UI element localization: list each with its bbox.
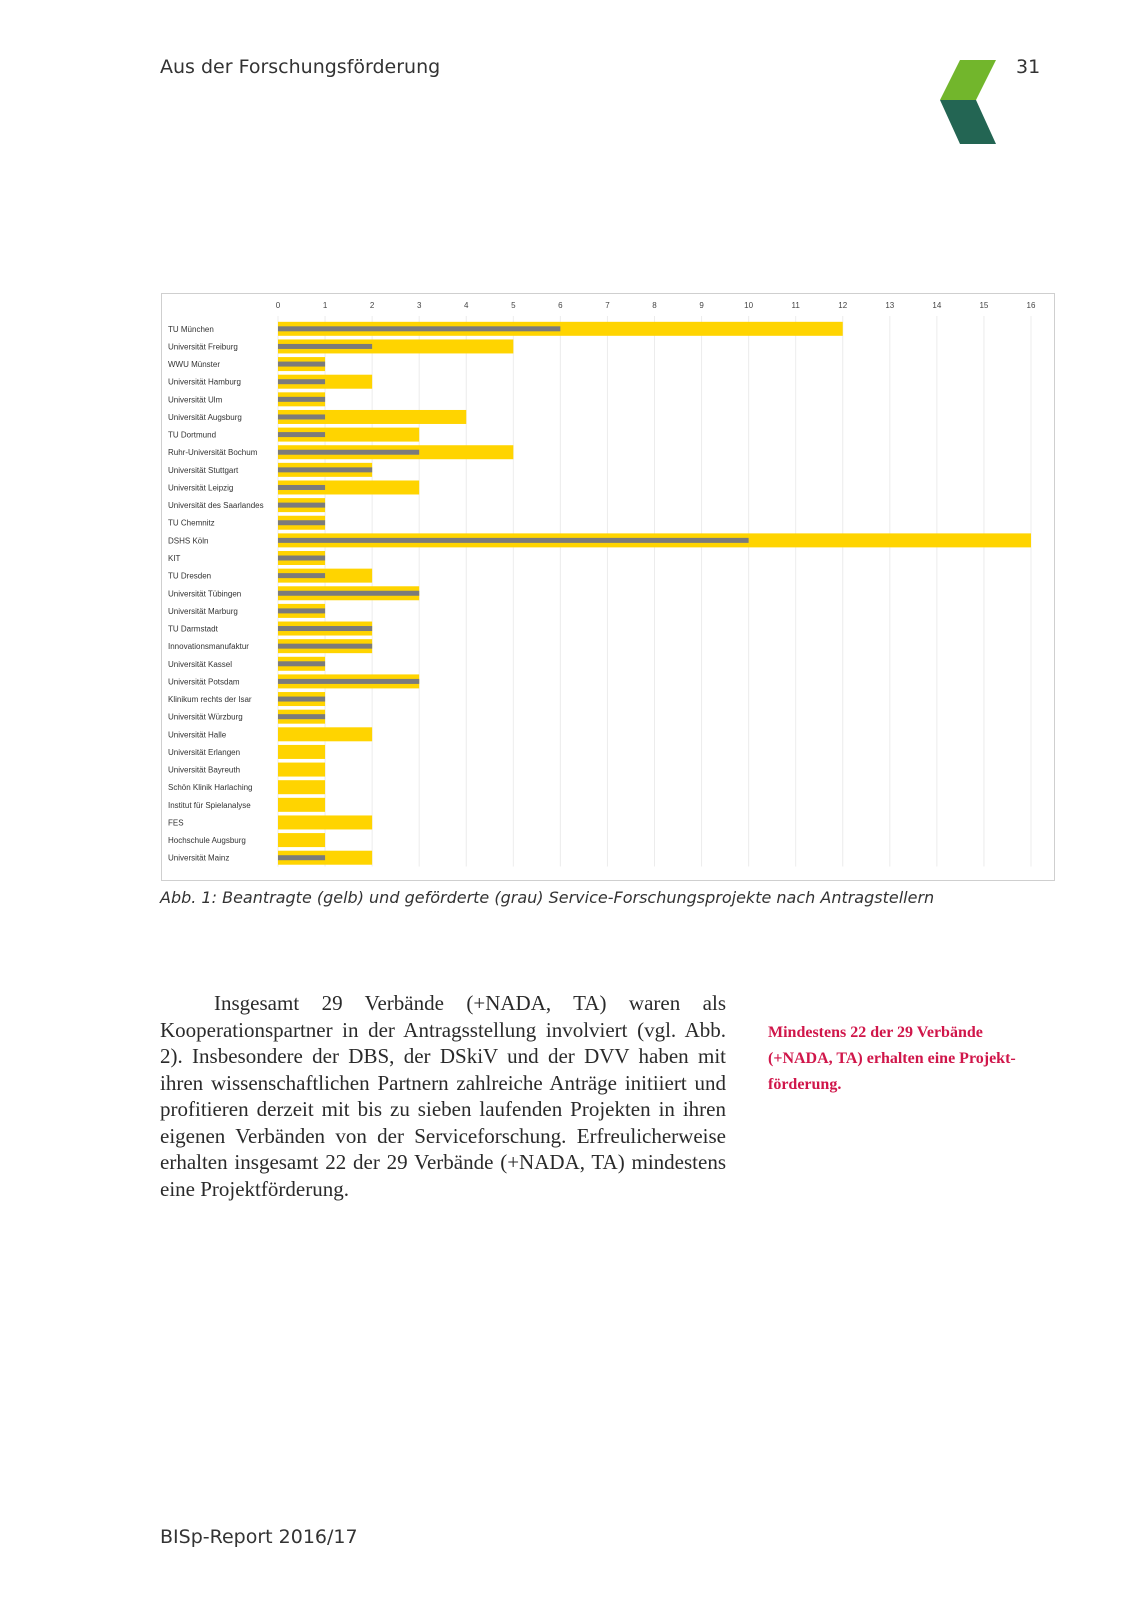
category-label: KIT <box>168 554 181 564</box>
x-tick-label: 14 <box>932 301 942 310</box>
category-label: TU Dortmund <box>168 430 217 440</box>
figure-caption: Abb. 1: Beantragte (gelb) und geförderte (grau) Service-Forschungsprojekte nach Antragstellern <box>160 888 935 907</box>
bar-gefoerdert <box>278 503 325 508</box>
category-label: Universität des Saarlandes <box>168 501 264 511</box>
x-tick-label: 11 <box>791 301 800 310</box>
bar-gefoerdert <box>278 397 325 402</box>
bar-gefoerdert <box>278 855 325 860</box>
x-tick-label: 3 <box>416 301 422 310</box>
category-label: Universität Augsburg <box>168 412 242 422</box>
category-label: TU Darmstadt <box>168 624 218 634</box>
category-label: TU Chemnitz <box>168 518 215 528</box>
bar-gefoerdert <box>278 556 325 561</box>
category-label: Universität Erlangen <box>168 747 241 757</box>
bar-beantragt <box>278 727 372 741</box>
category-label: Universität Freiburg <box>168 342 238 352</box>
x-tick-label: 15 <box>979 301 989 310</box>
category-label: Hochschule Augsburg <box>168 836 246 846</box>
category-label: DSHS Köln <box>168 536 209 546</box>
category-label: Universität Ulm <box>168 395 223 405</box>
x-tick-label: 10 <box>744 301 754 310</box>
x-tick-label: 0 <box>275 301 281 310</box>
bar-beantragt <box>278 815 372 829</box>
category-label: Universität Marburg <box>168 606 238 616</box>
x-tick-label: 9 <box>699 301 704 310</box>
logo-lower-chevron <box>940 100 996 144</box>
category-label: Universität Potsdam <box>168 677 240 687</box>
bar-gefoerdert <box>278 679 419 684</box>
bisp-logo-icon <box>940 60 996 144</box>
bar-gefoerdert <box>278 538 749 543</box>
category-label: TU München <box>168 324 214 334</box>
sidenote-highlight: Mindestens 22 der 29 Verbände (+NADA, TA) erhalten eine Projekt-förderung. <box>768 1024 1016 1093</box>
bar-beantragt <box>278 745 325 759</box>
x-tick-label: 2 <box>369 301 375 310</box>
bar-gefoerdert <box>278 414 325 419</box>
bar-beantragt <box>278 798 325 812</box>
bar-beantragt <box>278 833 325 847</box>
category-label: Institut für Spielanalyse <box>168 800 251 810</box>
x-tick-label: 1 <box>322 301 328 310</box>
page-number: 31 <box>1016 56 1041 78</box>
category-label: TU Dresden <box>168 571 212 581</box>
bar-gefoerdert <box>278 450 419 455</box>
body-paragraph: Insgesamt 29 Verbände (+NADA, TA) waren als Kooperationspartner in der Antragsstellung involviert (vgl. Abb. 2). Insbesondere der DBS, der DSkiV und der DVV haben mit ihren wissenschaftlichen Partnern zahlreiche Anträge initiiert und profitieren derzeit mit bis zu sieben laufenden Projekten in ihren eigenen Verbänden von der Serviceforschung. Erfreulicherweise erhalten insgesamt 22 der 29 Verbände (+NADA, TA) mindestens eine Projektförderung. <box>160 991 726 1201</box>
x-tick-label: 5 <box>511 301 516 310</box>
bar-gefoerdert <box>278 520 325 525</box>
x-tick-label: 4 <box>464 301 469 310</box>
category-label: Universität Tübingen <box>168 589 242 599</box>
bar-gefoerdert <box>278 608 325 613</box>
x-tick-label: 12 <box>838 301 848 310</box>
category-label: Ruhr-Universität Bochum <box>168 448 258 458</box>
category-label: Klinikum rechts der Isar <box>168 695 252 705</box>
bar-gefoerdert <box>278 432 325 437</box>
category-label: FES <box>168 818 184 828</box>
bar-beantragt <box>278 763 325 777</box>
category-label: Universität Bayreuth <box>168 765 241 775</box>
x-tick-layer <box>276 301 1036 310</box>
bar-gefoerdert <box>278 379 325 384</box>
bar-gefoerdert <box>278 714 325 719</box>
bar-gefoerdert <box>278 573 325 578</box>
footer-report-title: BISp-Report 2016/17 <box>160 1526 358 1548</box>
category-label: Universität Halle <box>168 730 227 740</box>
bar-gefoerdert <box>278 485 325 490</box>
running-head: Aus der Forschungsförderung <box>160 56 441 78</box>
category-label: Universität Stuttgart <box>168 465 239 475</box>
category-label: Universität Leipzig <box>168 483 234 493</box>
category-label-layer <box>168 325 264 863</box>
bar-gefoerdert <box>278 626 372 631</box>
bar-gefoerdert <box>278 644 372 649</box>
category-label: Universität Mainz <box>168 853 230 863</box>
logo-upper-chevron <box>940 60 996 100</box>
x-tick-label: 7 <box>605 301 610 310</box>
bar-gefoerdert <box>278 591 419 596</box>
bar-beantragt <box>278 780 325 794</box>
x-tick-label: 6 <box>558 301 563 310</box>
bar-gefoerdert <box>278 362 325 367</box>
category-label: Innovationsmanufaktur <box>168 642 249 652</box>
x-tick-label: 16 <box>1026 301 1036 310</box>
bar-gefoerdert <box>278 697 325 702</box>
bar-gefoerdert <box>278 344 372 349</box>
category-label: Universität Kassel <box>168 659 233 669</box>
bar-gefoerdert <box>278 467 372 472</box>
bar-gefoerdert <box>278 326 560 331</box>
x-tick-label: 8 <box>652 301 657 310</box>
category-label: Universität Würzburg <box>168 712 243 722</box>
category-label: WWU Münster <box>168 360 220 370</box>
category-label: Universität Hamburg <box>168 377 241 387</box>
chart-frame <box>161 293 1055 881</box>
bar-gefoerdert <box>278 661 325 666</box>
x-tick-label: 13 <box>885 301 895 310</box>
bar-chart <box>162 294 1054 880</box>
category-label: Schön Klinik Harlaching <box>168 783 253 793</box>
